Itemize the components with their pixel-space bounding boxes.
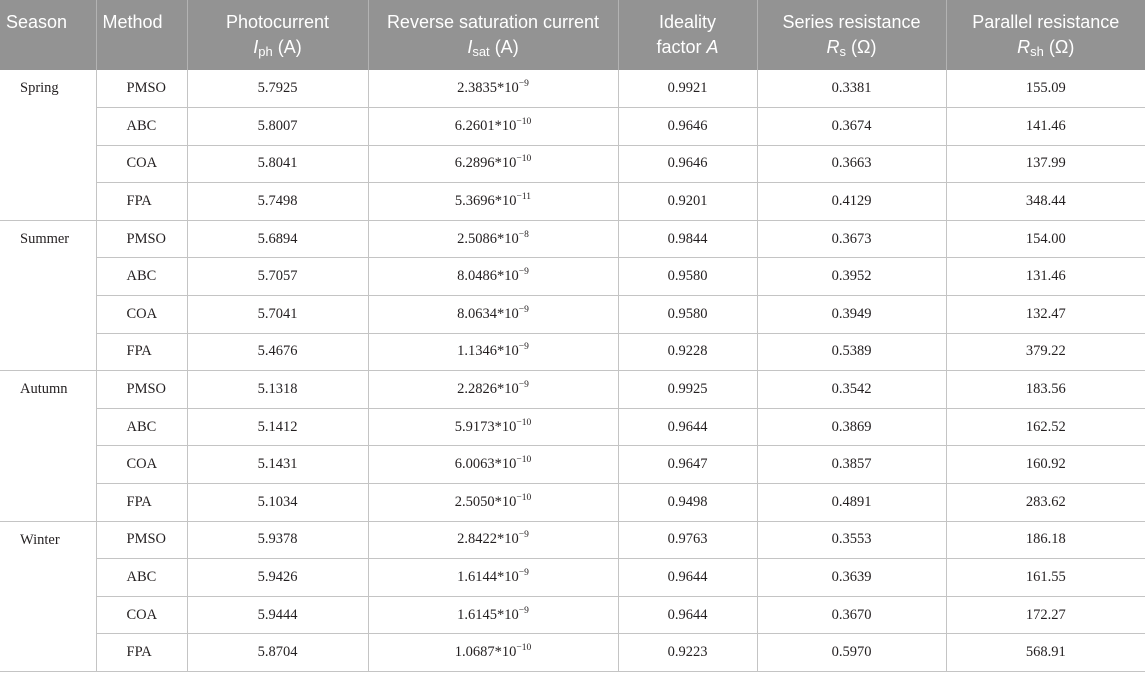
isat-cell — [368, 408, 618, 446]
table-row — [0, 446, 1145, 484]
series-resistance-cell: 0.3952 — [757, 258, 946, 296]
photocurrent-cell: 5.9378 — [187, 521, 368, 559]
isat-mantissa: 6.2896*10 — [454, 155, 517, 172]
method-cell: COA — [96, 596, 187, 634]
isat-mantissa: 5.3696*10 — [454, 193, 517, 210]
series-resistance-cell: 0.3553 — [757, 521, 946, 559]
header-method: Method — [96, 0, 187, 70]
parallel-resistance-cell: 568.91 — [946, 634, 1145, 672]
parallel-resistance-cell: 162.52 — [946, 408, 1145, 446]
parallel-resistance-cell: 137.99 — [946, 145, 1145, 183]
method-cell: PMSO — [96, 220, 187, 258]
isat-mantissa: 1.6144*10 — [457, 569, 519, 586]
isat-cell — [368, 484, 618, 522]
isat-exponent: −9 — [518, 530, 529, 541]
photocurrent-cell: 5.1412 — [187, 408, 368, 446]
method-cell: COA — [96, 446, 187, 484]
parallel-resistance-cell: 155.09 — [946, 70, 1145, 108]
header-series-resistance: Series resistance $R_s$ (Ω) — [757, 0, 946, 70]
isat-mantissa: 2.5050*10 — [454, 493, 517, 510]
isat-exponent: −8 — [518, 229, 529, 240]
method-cell: COA — [96, 296, 187, 334]
ideality-cell: 0.9223 — [618, 634, 757, 672]
photocurrent-cell: 5.6894 — [187, 220, 368, 258]
isat-cell — [368, 70, 618, 108]
isat-mantissa: 1.1346*10 — [457, 343, 519, 360]
table-row — [0, 596, 1145, 634]
season-cell: Spring — [0, 70, 96, 220]
series-resistance-cell: 0.3869 — [757, 408, 946, 446]
parallel-resistance-cell: 161.55 — [946, 559, 1145, 597]
method-cell: FPA — [96, 484, 187, 522]
header-ideality: Ideality factor A — [618, 0, 757, 70]
table-row — [0, 559, 1145, 597]
ideality-cell: 0.9644 — [618, 408, 757, 446]
isat-exponent: −9 — [518, 380, 529, 391]
method-cell: ABC — [96, 408, 187, 446]
table-row — [0, 521, 1145, 559]
series-resistance-cell: 0.4129 — [757, 183, 946, 221]
isat-exponent: −10 — [516, 116, 532, 127]
ideality-cell: 0.9763 — [618, 521, 757, 559]
isat-exponent: −9 — [518, 568, 529, 579]
series-resistance-cell: 0.4891 — [757, 484, 946, 522]
ideality-cell: 0.9644 — [618, 596, 757, 634]
isat-exponent: −10 — [516, 492, 532, 503]
table-row — [0, 108, 1145, 146]
isat-mantissa: 8.0486*10 — [457, 268, 519, 285]
season-cell: Summer — [0, 220, 96, 370]
table-body — [0, 70, 1145, 672]
table-row — [0, 371, 1145, 409]
photocurrent-cell: 5.7925 — [187, 70, 368, 108]
isat-mantissa: 1.6145*10 — [457, 606, 519, 623]
parallel-resistance-cell: 379.22 — [946, 333, 1145, 371]
isat-mantissa: 2.8422*10 — [457, 531, 519, 548]
isat-cell — [368, 596, 618, 634]
season-cell: Autumn — [0, 371, 96, 521]
isat-exponent: −9 — [518, 605, 529, 616]
ideality-cell: 0.9646 — [618, 145, 757, 183]
isat-cell — [368, 559, 618, 597]
series-resistance-cell: 0.3381 — [757, 70, 946, 108]
photocurrent-cell: 5.9426 — [187, 559, 368, 597]
isat-exponent: −9 — [518, 267, 529, 278]
isat-exponent: −11 — [516, 192, 532, 203]
series-resistance-cell: 0.3639 — [757, 559, 946, 597]
photocurrent-cell: 5.1318 — [187, 371, 368, 409]
method-cell: ABC — [96, 559, 187, 597]
isat-cell — [368, 183, 618, 221]
header-row — [0, 0, 1145, 70]
isat-cell — [368, 108, 618, 146]
series-resistance-cell: 0.3949 — [757, 296, 946, 334]
parallel-resistance-cell: 348.44 — [946, 183, 1145, 221]
photocurrent-cell: 5.1431 — [187, 446, 368, 484]
header-photocurrent: Photocurrent $I_{ph}$ (A) — [187, 0, 368, 70]
method-cell: ABC — [96, 258, 187, 296]
isat-cell — [368, 446, 618, 484]
ideality-cell: 0.9580 — [618, 258, 757, 296]
table-row — [0, 220, 1145, 258]
method-cell: COA — [96, 145, 187, 183]
header-season: Season — [0, 0, 96, 70]
parallel-resistance-cell: 283.62 — [946, 484, 1145, 522]
photocurrent-cell: 5.7498 — [187, 183, 368, 221]
isat-cell — [368, 145, 618, 183]
table-header — [0, 0, 1145, 70]
isat-exponent: −10 — [516, 643, 532, 654]
isat-mantissa: 8.0634*10 — [457, 305, 519, 322]
ideality-cell: 0.9580 — [618, 296, 757, 334]
parallel-resistance-cell: 141.46 — [946, 108, 1145, 146]
series-resistance-cell: 0.3542 — [757, 371, 946, 409]
isat-cell — [368, 371, 618, 409]
method-cell: PMSO — [96, 371, 187, 409]
table-row — [0, 634, 1145, 672]
series-resistance-cell: 0.3670 — [757, 596, 946, 634]
isat-cell — [368, 333, 618, 371]
isat-exponent: −9 — [518, 304, 529, 315]
isat-mantissa: 6.0063*10 — [454, 456, 517, 473]
isat-cell — [368, 634, 618, 672]
photocurrent-cell: 5.9444 — [187, 596, 368, 634]
series-resistance-cell: 0.3673 — [757, 220, 946, 258]
photocurrent-cell: 5.8704 — [187, 634, 368, 672]
isat-exponent: −10 — [516, 154, 532, 165]
parallel-resistance-cell: 131.46 — [946, 258, 1145, 296]
ideality-cell: 0.9921 — [618, 70, 757, 108]
header-parallel-resistance: Parallel resistance $R_{sh}$ (Ω) — [946, 0, 1145, 70]
isat-exponent: −9 — [518, 342, 529, 353]
parallel-resistance-cell: 132.47 — [946, 296, 1145, 334]
ideality-cell: 0.9201 — [618, 183, 757, 221]
method-cell: ABC — [96, 108, 187, 146]
photocurrent-cell: 5.8041 — [187, 145, 368, 183]
photocurrent-cell: 5.7057 — [187, 258, 368, 296]
isat-mantissa: 1.0687*10 — [454, 644, 517, 661]
isat-mantissa: 2.3835*10 — [457, 80, 519, 97]
header-isat: Reverse saturation current $I_{sat}$ (A) — [368, 0, 618, 70]
table-row — [0, 70, 1145, 108]
season-cell: Winter — [0, 521, 96, 671]
table-row — [0, 296, 1145, 334]
series-resistance-cell: 0.3663 — [757, 145, 946, 183]
table-row — [0, 484, 1145, 522]
isat-cell — [368, 521, 618, 559]
table-row — [0, 145, 1145, 183]
isat-cell — [368, 296, 618, 334]
isat-mantissa: 2.5086*10 — [457, 230, 519, 247]
isat-mantissa: 2.2826*10 — [457, 381, 519, 398]
series-resistance-cell: 0.5970 — [757, 634, 946, 672]
series-resistance-cell: 0.5389 — [757, 333, 946, 371]
method-cell: FPA — [96, 333, 187, 371]
series-resistance-cell: 0.3674 — [757, 108, 946, 146]
ideality-cell: 0.9844 — [618, 220, 757, 258]
photocurrent-cell: 5.4676 — [187, 333, 368, 371]
parallel-resistance-cell: 160.92 — [946, 446, 1145, 484]
ideality-cell: 0.9925 — [618, 371, 757, 409]
isat-cell — [368, 258, 618, 296]
isat-exponent: −10 — [516, 417, 532, 428]
parallel-resistance-cell: 172.27 — [946, 596, 1145, 634]
ideality-cell: 0.9646 — [618, 108, 757, 146]
ideality-cell: 0.9498 — [618, 484, 757, 522]
photocurrent-cell: 5.7041 — [187, 296, 368, 334]
method-cell: FPA — [96, 183, 187, 221]
isat-cell — [368, 220, 618, 258]
parallel-resistance-cell: 186.18 — [946, 521, 1145, 559]
table-row — [0, 408, 1145, 446]
isat-mantissa: 5.9173*10 — [454, 418, 517, 435]
ideality-cell: 0.9228 — [618, 333, 757, 371]
parallel-resistance-cell: 183.56 — [946, 371, 1145, 409]
ideality-cell: 0.9647 — [618, 446, 757, 484]
isat-exponent: −10 — [516, 455, 532, 466]
isat-exponent: −9 — [518, 79, 529, 90]
table-row — [0, 183, 1145, 221]
isat-mantissa: 6.2601*10 — [454, 117, 517, 134]
method-cell: FPA — [96, 634, 187, 672]
photocurrent-cell: 5.1034 — [187, 484, 368, 522]
table-row — [0, 333, 1145, 371]
ideality-cell: 0.9644 — [618, 559, 757, 597]
parallel-resistance-cell: 154.00 — [946, 220, 1145, 258]
table-row — [0, 258, 1145, 296]
series-resistance-cell: 0.3857 — [757, 446, 946, 484]
photocurrent-cell: 5.8007 — [187, 108, 368, 146]
method-cell: PMSO — [96, 70, 187, 108]
method-cell: PMSO — [96, 521, 187, 559]
